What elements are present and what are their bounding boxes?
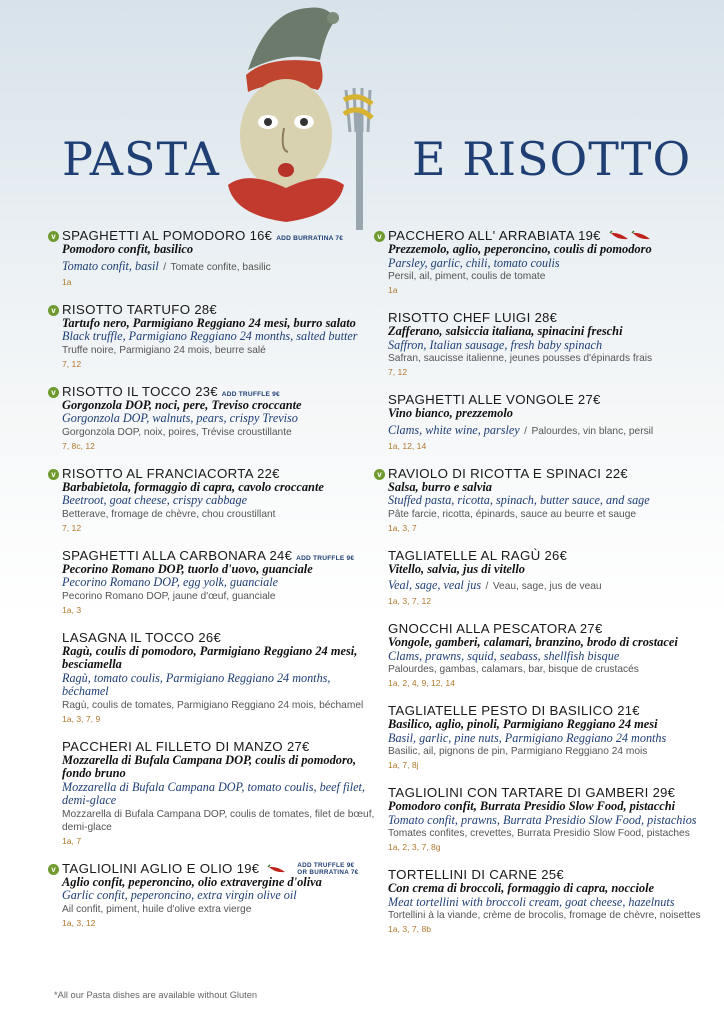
dish-name: RISOTTO IL TOCCO <box>62 383 192 399</box>
vegetarian-icon: v <box>374 469 385 480</box>
dish-desc-fr: Veau, sage, jus de veau <box>492 581 602 592</box>
dish-allergens: 1a, 3, 12 <box>62 917 96 928</box>
dish-desc-en: Tomato confit, prawns, Burrata Presidio Slow Food, pistachios <box>388 812 697 827</box>
dish-extra <box>297 862 358 876</box>
dish-allergens: 1a <box>62 276 72 287</box>
dish-title <box>388 548 710 563</box>
dish-allergens: 1a, 3, 7, 12 <box>388 596 432 606</box>
vegetarian-icon: v <box>374 231 385 242</box>
dish-name: GNOCCHI ALLA PESCATORA <box>388 621 576 636</box>
dish-price: 16€ <box>249 228 273 243</box>
menu-item <box>374 867 710 935</box>
dish-title <box>388 621 710 636</box>
dish-allergens: 1a, 7, 8j <box>388 760 419 770</box>
dish-desc-en: Garlic confit, peperoncino, extra virgin olive oil <box>62 888 297 902</box>
menu-item <box>48 739 378 847</box>
dish-desc-en: Clams, white wine, parsley <box>388 422 520 437</box>
vegetarian-icon: v <box>48 864 59 875</box>
dish-name: RISOTTO AL FRANCIACORTA <box>62 465 254 481</box>
dish-desc-fr: Pecorino Romano DOP, jaune d'œuf, guanciale <box>62 590 276 602</box>
vegetarian-icon: v <box>48 305 59 316</box>
dish-desc-en: Pecorino Romano DOP, egg yolk, guanciale <box>62 575 279 589</box>
dish-extra: ADD TRUFFLE 9€ <box>296 554 355 562</box>
chili-icon <box>267 864 287 874</box>
dish-name: SPAGHETTI AL POMODORO <box>62 228 246 243</box>
dish-desc-it: Pomodoro confit, basilico <box>62 242 194 256</box>
dish-desc-it: Pecorino Romano DOP, tuorlo d'uovo, guanciale <box>62 561 313 576</box>
dish-title <box>62 630 378 645</box>
dish-desc-en: Ragù, tomato coulis, Parmigiano Reggiano 24 months, béchamel <box>62 670 331 698</box>
dish-desc-it: Ragù, coulis di pomodoro, Parmigiano Reggiano 24 mesi, besciamella <box>62 643 358 671</box>
dish-name: RAVIOLO DI RICOTTA E SPINACI <box>388 465 602 481</box>
dish-price: 27€ <box>579 621 603 636</box>
dish-desc-en: Black truffle, Parmigiano Reggiano 24 months, salted butter <box>62 329 358 343</box>
dish-extra: ADD BURRATINA 7€ <box>276 235 344 242</box>
dish-desc-it: Con crema di broccoli, formaggio di capra, nocciole <box>388 881 655 895</box>
dish-name: TORTELLINI DI CARNE <box>388 867 538 882</box>
dish-desc-fr: Tomate confite, basilic <box>170 261 271 273</box>
dish-allergens: 1a, 3, 7 <box>388 522 417 533</box>
dish-desc-it: Pomodoro confit, Burrata Presidio Slow Food, pistacchi <box>388 799 676 813</box>
dish-desc-it: Basilico, aglio, pinoli, Parmigiano Reggiano 24 mesi <box>388 717 658 731</box>
dish-allergens: 1a, 7 <box>62 835 82 846</box>
menu-item <box>374 621 710 689</box>
dish-name: PACCHERO ALL' ARRABIATA <box>388 228 575 243</box>
menu-item <box>48 548 378 616</box>
dish-desc-fr-sep: / <box>524 425 527 437</box>
menu-item <box>374 548 710 608</box>
dish-title <box>388 785 710 800</box>
dish-desc-it: Vino bianco, prezzemolo <box>388 406 513 420</box>
dish-desc-fr-sep: / <box>163 261 167 273</box>
dish-price: 26€ <box>544 547 568 563</box>
dish-name: TAGLIOLINI CON TARTARE DI GAMBERI <box>388 785 649 800</box>
dish-title <box>62 302 378 317</box>
dish-allergens: 1a, 12, 14 <box>388 440 427 451</box>
dish-desc-en: Gorgonzola DOP, walnuts, pears, crispy Treviso <box>62 411 298 425</box>
dish-title <box>388 310 710 325</box>
vegetarian-icon: v <box>48 387 59 398</box>
dish-desc-fr: Safran, saucisse italienne, jeunes pousses d'épinards frais <box>388 353 653 364</box>
dish-allergens: 1a, 2, 3, 7, 8g <box>388 842 441 852</box>
dish-desc-it: Barbabietola, formaggio di capra, cavolo croccante <box>62 479 324 494</box>
dish-desc-fr: Mozzarella di Bufala Campana DOP, coulis de tomates, filet de bœuf, demi-glace <box>62 808 375 833</box>
dish-name: LASAGNA IL TOCCO <box>62 629 195 645</box>
dish-price: 19€ <box>578 228 601 243</box>
dish-title <box>388 703 710 718</box>
dish-desc-fr: Truffe noire, Parmigiano 24 mois, beurre salé <box>62 344 266 356</box>
dish-desc-it: Prezzemolo, aglio, peperoncino, coulis di pomodoro <box>388 242 652 256</box>
dish-desc-it: Zafferano, salsiccia italiana, spinacini freschi <box>388 324 623 338</box>
dish-desc-en: Meat tortellini with broccoli cream, goat cheese, hazelnuts <box>388 894 675 909</box>
dish-desc-en: Tomato confit, basil <box>62 258 159 273</box>
dish-desc-en: Basil, garlic, pine nuts, Parmigiano Reggiano 24 months <box>388 730 667 745</box>
dish-desc-it: Tartufo nero, Parmigiano Reggiano 24 mesi, burro salato <box>62 315 356 330</box>
dish-name: RISOTTO TARTUFO <box>62 301 191 317</box>
dish-extra-burratina: OR BURRATINA 7€ <box>297 868 359 876</box>
dish-desc-en: Saffron, Italian sausage, fresh baby spinach <box>388 337 603 352</box>
dish-desc-fr-sep: / <box>485 581 489 592</box>
dish-title <box>62 228 378 243</box>
dish-desc-en: Stuffed pasta, ricotta, spinach, butter sauce, and sage <box>388 493 650 507</box>
dish-price: 25€ <box>541 867 564 882</box>
dish-desc-fr: Palourdes, vin blanc, persil <box>531 425 654 437</box>
dish-price: 22€ <box>257 465 280 481</box>
dish-allergens: 7, 8c, 12 <box>62 440 95 451</box>
dish-price: 27€ <box>577 392 601 407</box>
dish-desc-it: Mozzarella di Bufala Campana DOP, coulis di pomodoro, fondo bruno <box>62 752 357 780</box>
dish-desc-en: Beetroot, goat cheese, crispy cabbage <box>62 493 248 507</box>
dish-price: 22€ <box>605 465 628 481</box>
menu-item <box>374 785 710 853</box>
dish-title <box>62 739 378 754</box>
dish-desc-it: Vitello, salvia, jus di vitello <box>388 561 525 576</box>
dish-extra: ADD TRUFFLE 9€ <box>221 390 280 398</box>
menu-item <box>48 302 378 370</box>
dish-title <box>62 548 378 563</box>
dish-price: 28€ <box>194 301 217 317</box>
left-menu-column <box>48 228 378 943</box>
dish-price: 29€ <box>652 785 676 800</box>
dish-desc-fr: Basilic, ail, pignons de pin, Parmigiano Reggiano 24 mois <box>388 746 648 757</box>
dish-title <box>388 466 710 481</box>
dish-allergens: 1a, 3, 7, 9 <box>62 713 101 724</box>
dish-desc-en: Clams, prawns, squid, seabass, shellfish bisque <box>388 648 620 663</box>
dish-desc-fr: Betterave, fromage de chèvre, chou croustillant <box>62 508 276 520</box>
menu-item <box>374 228 710 296</box>
dish-allergens: 1a, 3, 7, 8b <box>388 924 432 934</box>
dish-desc-fr: Ragù, coulis de tomates, Parmigiano Reggiano 24 mois, béchamel <box>62 699 364 711</box>
dish-desc-fr: Tortellini à la viande, crème de brocolis, fromage de chèvre, noisettes <box>388 910 701 921</box>
chili-icon <box>609 230 653 242</box>
menu-item <box>374 466 710 534</box>
dish-desc-fr: Tomates confites, crevettes, Burrata Presidio Slow Food, pistaches <box>388 828 690 839</box>
dish-price: 28€ <box>534 310 558 325</box>
dish-name: SPAGHETTI ALLE VONGOLE <box>388 392 574 407</box>
dish-desc-it: Salsa, burro e salvia <box>388 479 492 494</box>
dish-desc-en: Mozzarella di Bufala Campana DOP, tomato coulis, beef filet, demi-glace <box>62 779 365 807</box>
dish-allergens: 1a <box>388 285 398 295</box>
dish-title <box>388 392 710 407</box>
dish-name: PACCHERI AL FILLETO DI MANZO <box>62 738 283 754</box>
menu-item <box>48 228 378 288</box>
dish-title <box>62 384 378 399</box>
dish-price: 27€ <box>286 738 310 754</box>
dish-name: RISOTTO CHEF LUIGI <box>388 310 531 325</box>
dish-title <box>388 228 710 243</box>
gluten-free-note: *All our Pasta dishes are available without Gluten <box>54 990 258 1000</box>
menu-item <box>48 861 378 929</box>
vegetarian-icon: v <box>48 469 59 480</box>
dish-price: 21€ <box>617 703 640 718</box>
dish-title <box>62 466 378 481</box>
menu-item <box>374 703 710 771</box>
right-menu-column <box>374 228 710 949</box>
dish-allergens: 7, 12 <box>62 522 82 533</box>
dish-name: TAGLIOLINI AGLIO E OLIO <box>62 860 233 876</box>
menu-item <box>48 466 378 534</box>
dish-title <box>388 867 710 882</box>
dish-allergens: 7, 12 <box>62 358 82 369</box>
dish-desc-en: Veal, sage, veal jus <box>388 578 482 592</box>
dish-allergens: 1a, 3 <box>62 604 82 615</box>
dish-desc-en: Parsley, garlic, chili, tomato coulis <box>388 255 560 270</box>
dish-price: 23€ <box>195 383 218 399</box>
menu-item <box>48 384 378 452</box>
title-pasta: PASTA <box>62 132 220 186</box>
menu-item <box>374 392 710 452</box>
jester-illustration <box>208 0 388 230</box>
dish-desc-fr: Ail confit, piment, huile d'olive extra vierge <box>62 903 252 915</box>
dish-desc-it: Vongole, gamberi, calamari, branzino, brodo di crostacei <box>388 635 678 649</box>
dish-price: 24€ <box>269 547 293 563</box>
dish-desc-fr: Pâte farcie, ricotta, épinards, sauce au beurre et sauge <box>388 508 637 520</box>
vegetarian-icon: v <box>48 231 59 242</box>
dish-extra-truffle: ADD TRUFFLE 9€ <box>297 861 355 869</box>
dish-desc-fr: Gorgonzola DOP, noix, poires, Trévise croustillante <box>62 426 292 438</box>
title-risotto: E RISOTTO <box>412 132 692 186</box>
dish-name: TAGLIATELLE PESTO DI BASILICO <box>388 703 614 718</box>
dish-price: 26€ <box>198 629 221 645</box>
menu-item <box>374 310 710 378</box>
menu-item <box>48 630 378 725</box>
dish-desc-fr: Persil, ail, piment, coulis de tomate <box>388 271 546 282</box>
dish-allergens: 1a, 2, 4, 9, 12, 14 <box>388 678 455 688</box>
dish-allergens: 7, 12 <box>388 367 408 377</box>
dish-price: 19€ <box>236 860 260 876</box>
dish-name: TAGLIATELLE AL RAGÙ <box>388 547 541 563</box>
dish-desc-it: Gorgonzola DOP, noci, pere, Treviso croccante <box>62 397 302 412</box>
dish-desc-fr: Palourdes, gambas, calamars, bar, bisque de crustacés <box>388 664 639 675</box>
dish-title <box>62 861 378 876</box>
dish-name: SPAGHETTI ALLA CARBONARA <box>62 547 266 563</box>
dish-desc-it: Aglio confit, peperoncino, olio extravergine d'oliva <box>62 874 322 889</box>
